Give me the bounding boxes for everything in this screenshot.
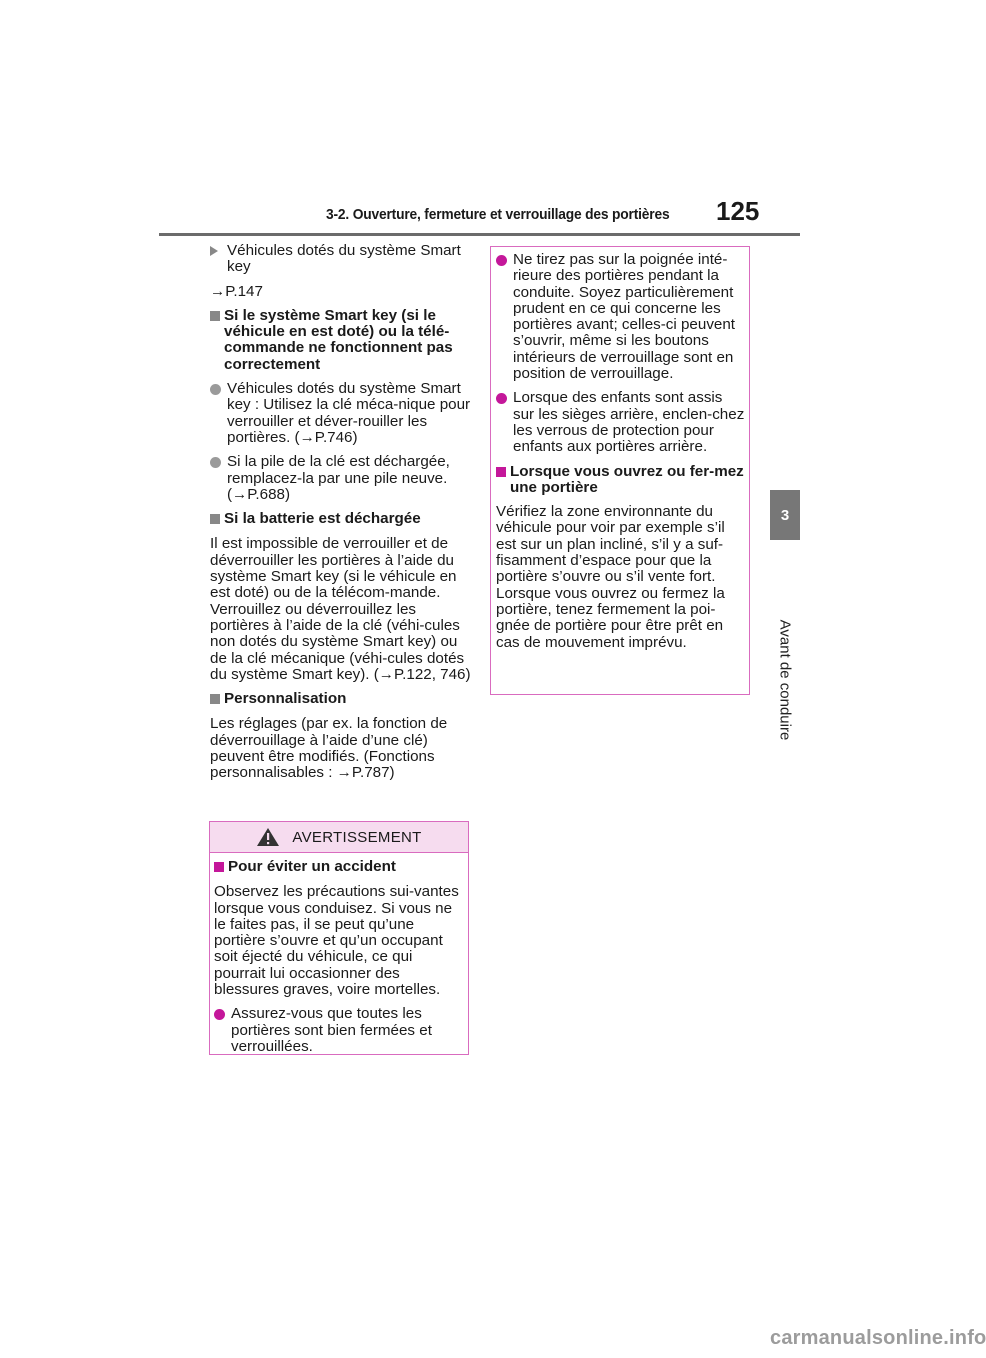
chapter-tab-number: 3 <box>770 490 800 540</box>
section-heading <box>496 464 745 497</box>
paragraph: Observez les précautions sui-vantes lorsque vous conduisez. Si vous ne le faites pas, il se peut qu’une portière s’ouvre et qu’un occupant soit éjecté du véhicule, ce qui pourrait lui occasionner des blessures graves, voire mortelles. <box>214 883 459 999</box>
square-bullet-icon <box>210 514 220 524</box>
paragraph: Vérifiez la zone environnante du véhicule pour voir par exemple s’il est sur un plan incliné, s’il y a suf-fisamment d’espace pour que la portière s’ouvre ou s’il vente fort. Lorsque vous ouvrez ou fermez la portière, tenez fermement la poi-gnée de portière pour être prêt en cas de mouvement imprévu. <box>496 503 725 651</box>
watermark-text: carmanualsonline.info <box>770 1327 986 1349</box>
list-item <box>496 390 745 455</box>
warning-title: AVERTISSEMENT <box>292 828 422 846</box>
square-bullet-icon <box>210 311 220 321</box>
section-heading <box>210 691 472 708</box>
paragraph: Il est impossible de verrouiller et de déverrouiller les portières à l’aide du système Smart key (si le véhicule en est doté) ou de la télécom-mande. Verrouillez ou déverrouillez les portières à l’aide de la clé (véhi-cules non dotés du système Smart key) ou de la clé mécanique (véhi-cules dotés du système Smart key). (→P.122, 746) <box>210 535 471 683</box>
circle-bullet-icon <box>214 1009 225 1020</box>
item-text: Véhicules dotés du système Smart key <box>227 242 461 276</box>
circle-bullet-icon <box>496 393 507 404</box>
heading-text: Si la batterie est déchargée <box>224 510 421 528</box>
warning-box <box>209 821 469 1055</box>
square-bullet-icon <box>210 694 220 704</box>
heading-text: Si le système Smart key (si le véhicule en est doté) ou la télé-commande ne fonctionnent pas correctement <box>224 306 453 373</box>
page-reference-link[interactable]: →P.147 <box>210 282 263 300</box>
warning-triangle-icon <box>256 827 280 847</box>
left-column <box>210 243 472 790</box>
item-text: Si la pile de la clé est déchargée, remplacez-la par une pile neuve. (→P.688) <box>227 453 450 503</box>
section-heading <box>210 308 472 373</box>
header-divider <box>159 233 800 236</box>
warning-continuation-box <box>490 246 750 695</box>
item-text: Lorsque des enfants sont assis sur les sièges arrière, enclen-chez les verrous de protection pour enfants aux portières arrière. <box>513 389 745 456</box>
circle-bullet-icon <box>210 457 221 468</box>
list-item <box>214 1006 464 1055</box>
heading-text: Pour éviter un accident <box>228 858 396 875</box>
list-item <box>210 454 472 503</box>
list-item <box>210 243 472 276</box>
item-text: Ne tirez pas sur la poignée inté-rieure des portières pendant la conduite. Soyez particulièrement prudent en ce qui concerne les portières avant; celles-ci peuvent s’ouvrir, même si les boutons intérieurs de verrouillage sont en position de verrouillage. <box>513 251 736 383</box>
item-text: Véhicules dotés du système Smart key : Utilisez la clé méca-nique pour verrouiller et déver-rouiller les portières. (→P.746) <box>227 380 471 446</box>
paragraph: Les réglages (par ex. la fonction de déverrouillage à l’aide d’une clé) peuvent être modifiés. (Fonctions personnalisables : →P.787) <box>210 715 448 782</box>
heading-text: Personnalisation <box>224 690 347 708</box>
triangle-bullet-icon <box>210 246 218 256</box>
chapter-tab-label: Avant de conduire <box>776 619 794 741</box>
section-title: 3-2. Ouverture, fermeture et verrouillage des portières <box>326 206 670 223</box>
list-item <box>210 381 472 446</box>
heading-text: Lorsque vous ouvrez ou fer-mez une portière <box>510 462 744 496</box>
circle-bullet-icon <box>496 255 507 266</box>
circle-bullet-icon <box>210 384 221 395</box>
section-heading <box>210 511 472 528</box>
warning-header <box>210 822 468 853</box>
page-number: 125 <box>716 196 760 226</box>
section-heading <box>214 859 464 876</box>
square-bullet-icon <box>496 467 506 477</box>
item-text: Assurez-vous que toutes les portières sont bien fermées et verrouillées. <box>231 1005 432 1055</box>
list-item <box>496 252 745 382</box>
square-bullet-icon <box>214 862 224 872</box>
